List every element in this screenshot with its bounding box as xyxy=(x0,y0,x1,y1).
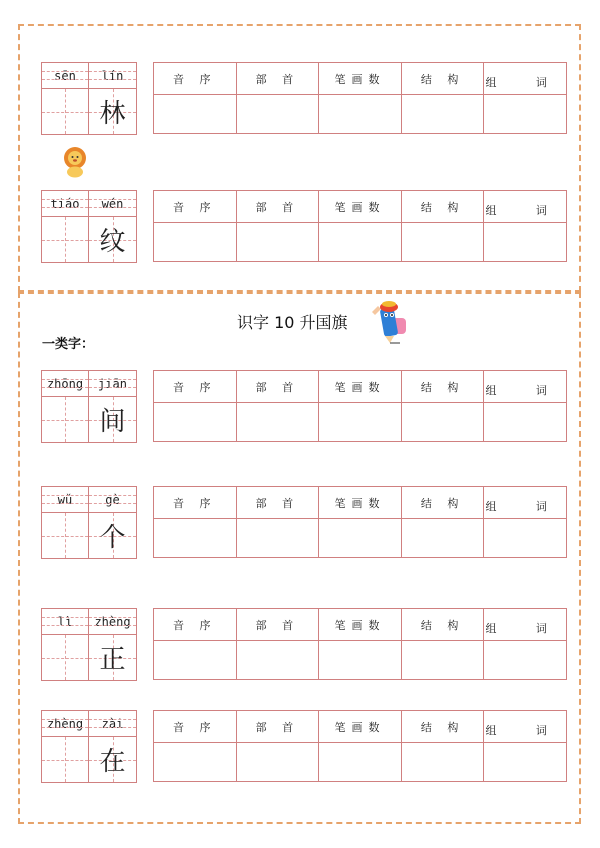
answer-initial-letter-field[interactable] xyxy=(154,641,237,680)
answer-word-building-field[interactable] xyxy=(484,519,567,558)
character-info-table xyxy=(153,190,567,262)
pinyin-label: gè xyxy=(89,487,136,513)
answer-word-building-field[interactable] xyxy=(484,223,567,262)
answer-stroke-count-field[interactable] xyxy=(319,641,402,680)
answer-structure-field[interactable] xyxy=(401,403,484,442)
target-character-cell xyxy=(89,89,136,134)
header-word-building: 组 词 xyxy=(484,711,567,743)
answer-word-building-field[interactable] xyxy=(484,641,567,680)
character-info-table xyxy=(153,62,567,134)
header-radical: 部 首 xyxy=(236,487,319,519)
header-structure: 结 构 xyxy=(401,63,484,95)
pinyin-label: lì xyxy=(42,609,89,635)
answer-radical-field[interactable] xyxy=(236,743,319,782)
header-initial-letter: 音 序 xyxy=(154,63,237,95)
answer-word-building-field[interactable] xyxy=(484,403,567,442)
header-stroke-count: 笔画数 xyxy=(319,63,402,95)
header-initial-letter: 音 序 xyxy=(154,191,237,223)
pinyin-character-grid xyxy=(41,486,137,559)
target-character-cell xyxy=(89,217,136,262)
pinyin-label: wǔ xyxy=(42,487,89,513)
character-info-table xyxy=(153,710,567,782)
header-structure: 结 构 xyxy=(401,711,484,743)
answer-initial-letter-field[interactable] xyxy=(154,95,237,134)
answer-stroke-count-field[interactable] xyxy=(319,403,402,442)
pinyin-label: jiān xyxy=(89,371,136,397)
header-word-building: 组 词 xyxy=(484,371,567,403)
header-word-building: 组 词 xyxy=(484,609,567,641)
header-radical: 部 首 xyxy=(236,609,319,641)
pinyin-character-grid xyxy=(41,608,137,681)
pinyin-label: zhèng xyxy=(89,609,136,635)
writing-cell-empty[interactable] xyxy=(42,397,89,442)
answer-stroke-count-field[interactable] xyxy=(319,743,402,782)
target-character: 纹 xyxy=(99,227,126,257)
answer-structure-field[interactable] xyxy=(401,223,484,262)
header-structure: 结 构 xyxy=(401,371,484,403)
character-info-table xyxy=(153,370,567,442)
writing-cell-empty[interactable] xyxy=(42,513,89,558)
pinyin-character-grid xyxy=(41,62,137,135)
target-character: 林 xyxy=(99,99,126,129)
target-character-cell xyxy=(89,513,136,558)
writing-cell-empty[interactable] xyxy=(42,737,89,782)
header-initial-letter: 音 序 xyxy=(154,711,237,743)
answer-initial-letter-field[interactable] xyxy=(154,743,237,782)
header-initial-letter: 音 序 xyxy=(154,609,237,641)
pinyin-label: zhèng xyxy=(42,711,89,737)
category-label: 一类字： xyxy=(42,337,95,352)
target-character: 在 xyxy=(99,747,126,777)
target-character: 个 xyxy=(99,523,126,553)
writing-cell-empty[interactable] xyxy=(42,217,89,262)
answer-structure-field[interactable] xyxy=(401,743,484,782)
pinyin-label: zhōng xyxy=(42,371,89,397)
target-character: 正 xyxy=(99,645,126,675)
header-word-building: 组 词 xyxy=(484,191,567,223)
header-word-building: 组 词 xyxy=(484,63,567,95)
answer-stroke-count-field[interactable] xyxy=(319,519,402,558)
pinyin-label: zài xyxy=(89,711,136,737)
answer-structure-field[interactable] xyxy=(401,519,484,558)
header-radical: 部 首 xyxy=(236,371,319,403)
answer-structure-field[interactable] xyxy=(401,641,484,680)
header-stroke-count: 笔画数 xyxy=(319,711,402,743)
header-structure: 结 构 xyxy=(401,609,484,641)
target-character-cell xyxy=(89,397,136,442)
character-info-table xyxy=(153,486,567,558)
character-info-table xyxy=(153,608,567,680)
header-initial-letter: 音 序 xyxy=(154,487,237,519)
pencil-mascot-icon xyxy=(368,298,414,346)
pinyin-label: tiáo xyxy=(42,191,89,217)
writing-cell-empty[interactable] xyxy=(42,635,89,680)
answer-radical-field[interactable] xyxy=(236,95,319,134)
writing-cell-empty[interactable] xyxy=(42,89,89,134)
pinyin-character-grid xyxy=(41,370,137,443)
header-stroke-count: 笔画数 xyxy=(319,191,402,223)
pinyin-character-grid xyxy=(41,710,137,783)
answer-structure-field[interactable] xyxy=(401,95,484,134)
answer-stroke-count-field[interactable] xyxy=(319,223,402,262)
pinyin-label: lín xyxy=(89,63,136,89)
header-radical: 部 首 xyxy=(236,191,319,223)
header-stroke-count: 笔画数 xyxy=(319,371,402,403)
header-structure: 结 构 xyxy=(401,191,484,223)
header-radical: 部 首 xyxy=(236,711,319,743)
target-character-cell xyxy=(89,737,136,782)
answer-word-building-field[interactable] xyxy=(484,743,567,782)
answer-initial-letter-field[interactable] xyxy=(154,403,237,442)
target-character: 间 xyxy=(99,407,126,437)
answer-radical-field[interactable] xyxy=(236,641,319,680)
answer-radical-field[interactable] xyxy=(236,519,319,558)
lesson-title: 识字 10 升国旗 xyxy=(237,313,348,332)
header-stroke-count: 笔画数 xyxy=(319,487,402,519)
header-structure: 结 构 xyxy=(401,487,484,519)
lion-sticker-icon xyxy=(60,146,90,178)
answer-initial-letter-field[interactable] xyxy=(154,223,237,262)
answer-stroke-count-field[interactable] xyxy=(319,95,402,134)
header-stroke-count: 笔画数 xyxy=(319,609,402,641)
header-radical: 部 首 xyxy=(236,63,319,95)
header-initial-letter: 音 序 xyxy=(154,371,237,403)
answer-word-building-field[interactable] xyxy=(484,95,567,134)
answer-radical-field[interactable] xyxy=(236,223,319,262)
target-character-cell xyxy=(89,635,136,680)
header-word-building: 组 词 xyxy=(484,487,567,519)
answer-initial-letter-field[interactable] xyxy=(154,519,237,558)
pinyin-label: sēn xyxy=(42,63,89,89)
answer-radical-field[interactable] xyxy=(236,403,319,442)
pinyin-character-grid xyxy=(41,190,137,263)
pinyin-label: wén xyxy=(89,191,136,217)
